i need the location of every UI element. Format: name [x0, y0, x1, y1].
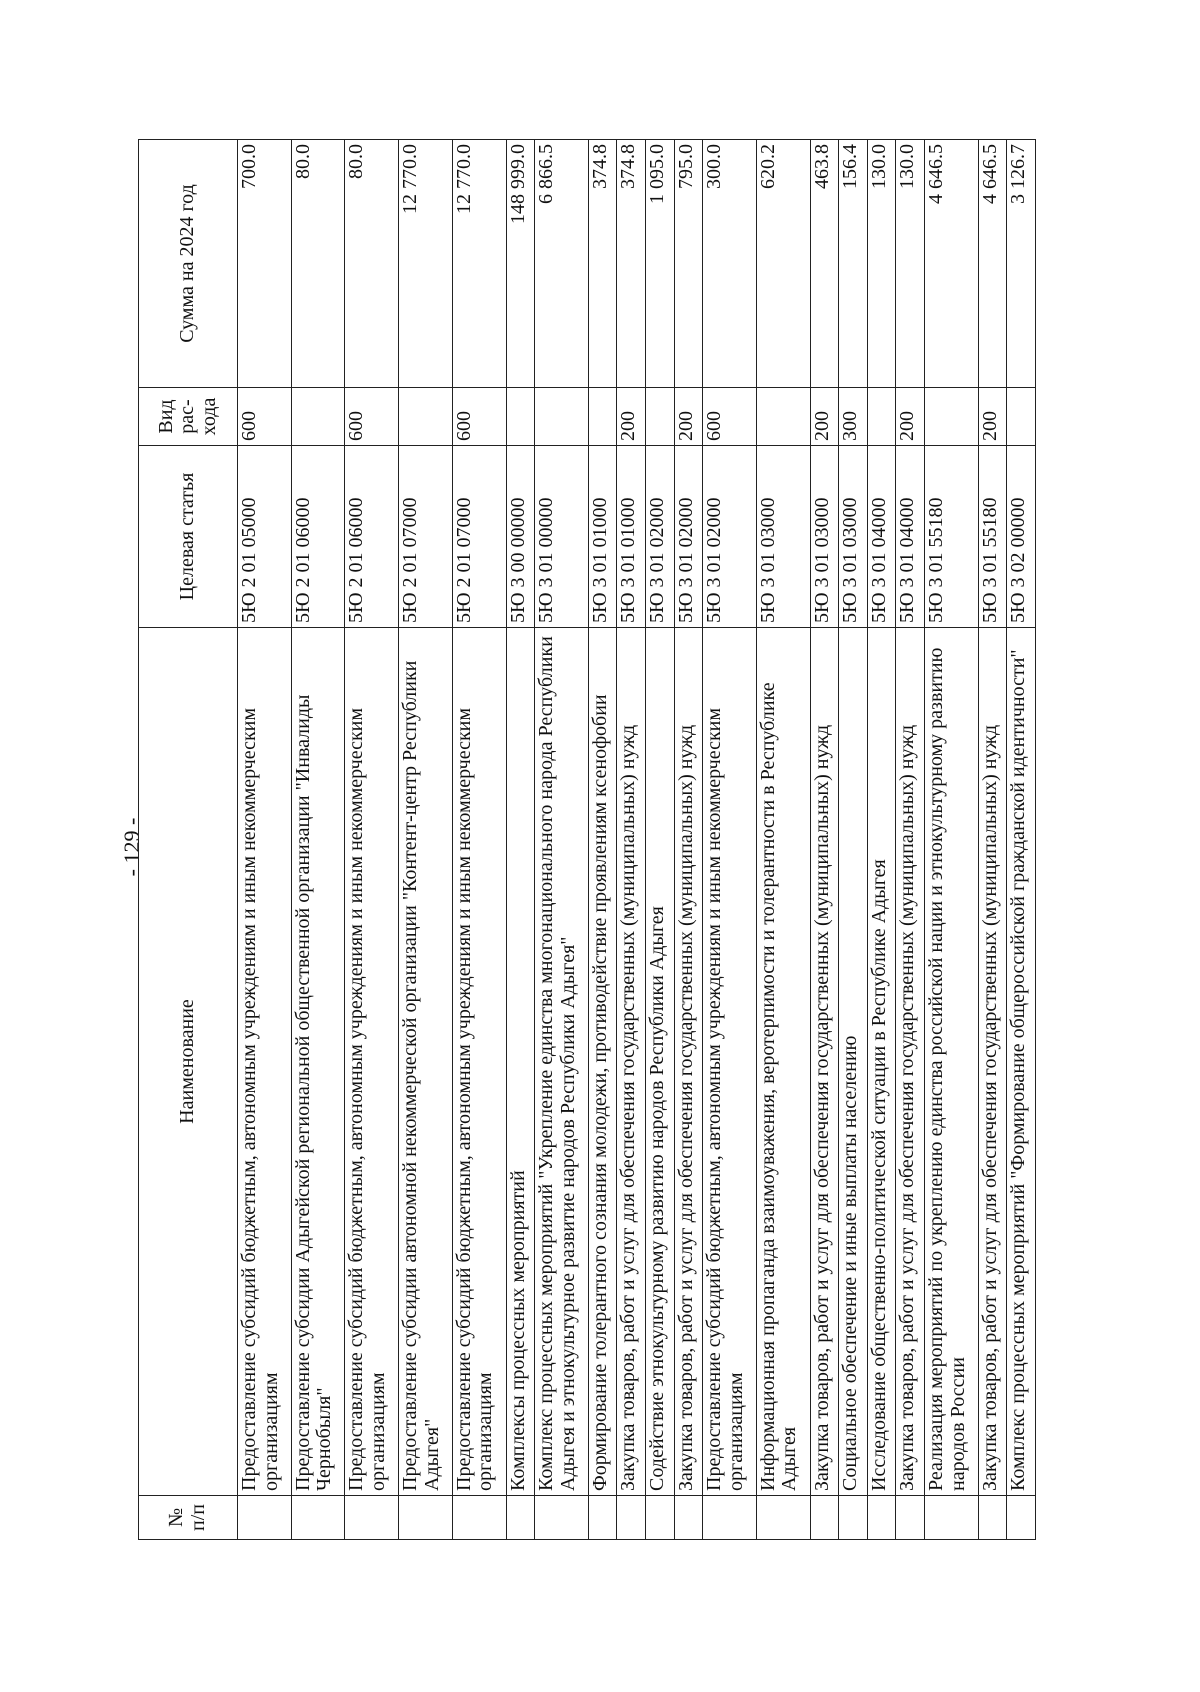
- table-body: [238, 140, 1036, 1540]
- cell-sum: 700.0: [238, 140, 292, 388]
- cell-name: Предоставление субсидии Адыгейской региональной общественной организации "Инвалиды Чернобыля": [291, 628, 345, 1496]
- table-row: [588, 140, 617, 1540]
- cell-name: Предоставление субсидий бюджетным, автономным учреждениям и иным некоммерческим организациям: [238, 628, 292, 1496]
- cell-sum: 80.0: [291, 140, 345, 388]
- cell-target-article: 5Ю 3 00 00000: [506, 446, 535, 628]
- header-number: № п/п: [139, 1496, 238, 1540]
- header-sum-2024: Сумма на 2024 год: [139, 140, 238, 388]
- cell-name: Комплексы процессных мероприятий: [506, 628, 535, 1496]
- budget-table: [138, 139, 1036, 1540]
- cell-target-article: 5Ю 2 01 06000: [345, 446, 399, 628]
- cell-name: Реализация мероприятий по укреплению единства российской нации и этнокультурному развитию народов России: [924, 628, 978, 1496]
- page-number: - 129 -: [119, 817, 144, 877]
- table-row: [238, 140, 292, 1540]
- cell-number: [238, 1496, 292, 1540]
- cell-number: [810, 1496, 839, 1540]
- cell-expense-type: 600: [345, 388, 399, 446]
- table-row: [896, 140, 925, 1540]
- cell-expense-type: [506, 388, 535, 446]
- cell-expense-type: 600: [238, 388, 292, 446]
- cell-sum: 620.2: [756, 140, 810, 388]
- cell-name: Комплекс процессных мероприятий "Формирование общероссийской гражданской идентичности": [1007, 628, 1036, 1496]
- cell-number: [617, 1496, 646, 1540]
- table-row: [756, 140, 810, 1540]
- cell-sum: 12 770.0: [399, 140, 453, 388]
- cell-number: [506, 1496, 535, 1540]
- cell-name: Информационная пропаганда взаимоуважения, веротерпимости и толерантности в Республике Адыгея: [756, 628, 810, 1496]
- cell-number: [399, 1496, 453, 1540]
- cell-target-article: 5Ю 2 01 07000: [452, 446, 506, 628]
- cell-expense-type: 300: [839, 388, 868, 446]
- cell-number: [839, 1496, 868, 1540]
- cell-name: Закупка товаров, работ и услуг для обеспечения государственных (муниципальных) нужд: [674, 628, 703, 1496]
- cell-target-article: 5Ю 3 01 04000: [896, 446, 925, 628]
- cell-target-article: 5Ю 3 01 03000: [839, 446, 868, 628]
- cell-sum: 1 095.0: [646, 140, 675, 388]
- cell-target-article: 5Ю 3 01 55180: [924, 446, 978, 628]
- cell-sum: 463.8: [810, 140, 839, 388]
- cell-expense-type: [399, 388, 453, 446]
- cell-target-article: 5Ю 3 01 04000: [867, 446, 896, 628]
- table-row: [345, 140, 399, 1540]
- table-row: [839, 140, 868, 1540]
- table-row: [291, 140, 345, 1540]
- cell-number: [978, 1496, 1007, 1540]
- cell-sum: 80.0: [345, 140, 399, 388]
- header-target-article: Целевая статья: [139, 446, 238, 628]
- cell-expense-type: [535, 388, 589, 446]
- cell-number: [291, 1496, 345, 1540]
- cell-sum: 148 999.0: [506, 140, 535, 388]
- table-row: [506, 140, 535, 1540]
- cell-name: Закупка товаров, работ и услуг для обеспечения государственных (муниципальных) нужд: [810, 628, 839, 1496]
- table-row: [452, 140, 506, 1540]
- cell-sum: 130.0: [896, 140, 925, 388]
- cell-name: Предоставление субсидий бюджетным, автономным учреждениям и иным некоммерческим организациям: [345, 628, 399, 1496]
- cell-number: [867, 1496, 896, 1540]
- cell-target-article: 5Ю 2 01 05000: [238, 446, 292, 628]
- cell-expense-type: [924, 388, 978, 446]
- header-name: Наименование: [139, 628, 238, 1496]
- cell-number: [896, 1496, 925, 1540]
- table-row: [674, 140, 703, 1540]
- cell-name: Закупка товаров, работ и услуг для обеспечения государственных (муниципальных) нужд: [978, 628, 1007, 1496]
- cell-target-article: 5Ю 3 02 00000: [1007, 446, 1036, 628]
- cell-name: Закупка товаров, работ и услуг для обеспечения государственных (муниципальных) нужд: [617, 628, 646, 1496]
- cell-expense-type: 200: [617, 388, 646, 446]
- cell-name: Комплекс процессных мероприятий "Укрепление единства многонационального народа Республики Адыгея и этнокультурное развитие народов Республики Адыгея": [535, 628, 589, 1496]
- cell-target-article: 5Ю 3 01 00000: [535, 446, 589, 628]
- table-row: [617, 140, 646, 1540]
- rotated-table-container: [138, 140, 1036, 1540]
- cell-sum: 795.0: [674, 140, 703, 388]
- cell-sum: 12 770.0: [452, 140, 506, 388]
- cell-sum: 374.8: [617, 140, 646, 388]
- cell-expense-type: [291, 388, 345, 446]
- cell-expense-type: [756, 388, 810, 446]
- cell-name: Формирование толерантного сознания молодежи, противодействие проявлениям ксенофобии: [588, 628, 617, 1496]
- cell-target-article: 5Ю 3 01 03000: [810, 446, 839, 628]
- cell-number: [588, 1496, 617, 1540]
- cell-target-article: 5Ю 3 01 55180: [978, 446, 1007, 628]
- cell-target-article: 5Ю 2 01 07000: [399, 446, 453, 628]
- cell-number: [646, 1496, 675, 1540]
- table-row: [1007, 140, 1036, 1540]
- cell-target-article: 5Ю 3 01 02000: [646, 446, 675, 628]
- cell-sum: 374.8: [588, 140, 617, 388]
- cell-target-article: 5Ю 3 01 02000: [674, 446, 703, 628]
- table-row: [924, 140, 978, 1540]
- cell-target-article: 5Ю 3 01 03000: [756, 446, 810, 628]
- cell-target-article: 5Ю 3 01 01000: [588, 446, 617, 628]
- cell-number: [703, 1496, 757, 1540]
- cell-expense-type: 200: [896, 388, 925, 446]
- table-row: [978, 140, 1007, 1540]
- cell-sum: 4 646.5: [978, 140, 1007, 388]
- table-row: [646, 140, 675, 1540]
- table-row: [535, 140, 589, 1540]
- cell-sum: 6 866.5: [535, 140, 589, 388]
- cell-name: Исследование общественно-политической ситуации в Республике Адыгея: [867, 628, 896, 1496]
- cell-number: [674, 1496, 703, 1540]
- cell-number: [345, 1496, 399, 1540]
- table-row: [810, 140, 839, 1540]
- table-row: [703, 140, 757, 1540]
- cell-expense-type: [588, 388, 617, 446]
- cell-sum: 156.4: [839, 140, 868, 388]
- table-row: [867, 140, 896, 1540]
- cell-target-article: 5Ю 3 01 01000: [617, 446, 646, 628]
- table-header-row: [139, 140, 238, 1540]
- cell-number: [924, 1496, 978, 1540]
- cell-name: Закупка товаров, работ и услуг для обеспечения государственных (муниципальных) нужд: [896, 628, 925, 1496]
- cell-sum: 4 646.5: [924, 140, 978, 388]
- cell-number: [756, 1496, 810, 1540]
- cell-sum: 130.0: [867, 140, 896, 388]
- cell-expense-type: [646, 388, 675, 446]
- cell-name: Предоставление субсидий бюджетным, автономным учреждениям и иным некоммерческим организациям: [452, 628, 506, 1496]
- cell-name: Социальное обеспечение и иные выплаты населению: [839, 628, 868, 1496]
- cell-expense-type: [867, 388, 896, 446]
- cell-expense-type: 600: [452, 388, 506, 446]
- header-expense-type: Вид рас-хода: [139, 388, 238, 446]
- cell-expense-type: 200: [810, 388, 839, 446]
- cell-target-article: 5Ю 2 01 06000: [291, 446, 345, 628]
- cell-name: Содействие этнокультурному развитию народов Республики Адыгея: [646, 628, 675, 1496]
- cell-target-article: 5Ю 3 01 02000: [703, 446, 757, 628]
- cell-expense-type: 200: [674, 388, 703, 446]
- cell-name: Предоставление субсидий бюджетным, автономным учреждениям и иным некоммерческим организациям: [703, 628, 757, 1496]
- cell-number: [452, 1496, 506, 1540]
- cell-sum: 3 126.7: [1007, 140, 1036, 388]
- table-row: [399, 140, 453, 1540]
- cell-expense-type: 600: [703, 388, 757, 446]
- cell-sum: 300.0: [703, 140, 757, 388]
- cell-expense-type: 200: [978, 388, 1007, 446]
- cell-name: Предоставление субсидии автономной некоммерческой организации "Контент-центр Республики Адыгея": [399, 628, 453, 1496]
- cell-expense-type: [1007, 388, 1036, 446]
- cell-number: [1007, 1496, 1036, 1540]
- cell-number: [535, 1496, 589, 1540]
